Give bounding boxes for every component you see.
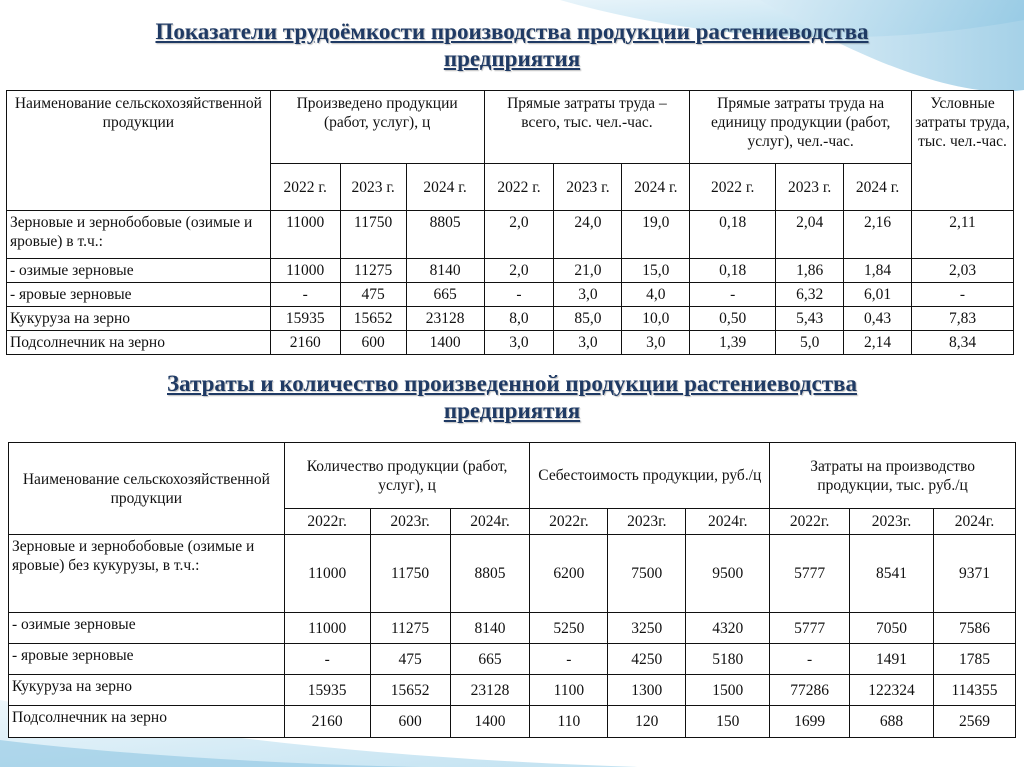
year-header: 2023 г. bbox=[340, 164, 406, 211]
cell: 8,34 bbox=[912, 331, 1014, 355]
header-produced: Произведено продукции (работ, услуг), ц bbox=[270, 91, 484, 164]
cell: 665 bbox=[406, 283, 484, 307]
cell: 15652 bbox=[340, 307, 406, 331]
cell: 8,0 bbox=[484, 307, 554, 331]
year-header: 2023г. bbox=[608, 509, 686, 535]
year-header: 2024г. bbox=[934, 509, 1016, 535]
cell: 11000 bbox=[284, 535, 370, 613]
cell: 6,01 bbox=[844, 283, 912, 307]
cell: 8805 bbox=[406, 211, 484, 259]
cell: 8140 bbox=[406, 259, 484, 283]
cell: 10,0 bbox=[622, 307, 690, 331]
cell: 6200 bbox=[530, 535, 608, 613]
cell: 5180 bbox=[686, 644, 770, 675]
cell: 11000 bbox=[284, 613, 370, 644]
header-product-name: Наименование сельскохозяйственной продукции bbox=[9, 443, 285, 535]
cell: 1100 bbox=[530, 675, 608, 706]
cell: 3,0 bbox=[622, 331, 690, 355]
year-header: 2022г. bbox=[284, 509, 370, 535]
header-direct-labor-unit: Прямые затраты труда на единицу продукции (работ, услуг), чел.-час. bbox=[690, 91, 912, 164]
cell: - bbox=[270, 283, 340, 307]
year-header: 2024г. bbox=[686, 509, 770, 535]
title-line-1: Затраты и количество произведенной продукции растениеводства bbox=[167, 371, 857, 396]
table-row bbox=[7, 259, 1014, 283]
year-header: 2024 г. bbox=[622, 164, 690, 211]
header-product-name: Наименование сельскохозяйственной продукции bbox=[7, 91, 271, 211]
cell: 11750 bbox=[340, 211, 406, 259]
title-line-2: предприятия bbox=[443, 398, 581, 423]
cell: 122324 bbox=[850, 675, 934, 706]
year-header: 2022г. bbox=[770, 509, 850, 535]
year-header: 2023г. bbox=[370, 509, 450, 535]
cell: 2,04 bbox=[776, 211, 844, 259]
header-conditional-labor: Условные затраты труда, тыс. чел.-час. bbox=[912, 91, 1014, 211]
costs-quantity-table bbox=[8, 442, 1016, 738]
cell: 6,32 bbox=[776, 283, 844, 307]
cell: 23128 bbox=[450, 675, 530, 706]
cell: 600 bbox=[340, 331, 406, 355]
row-label: - яровые зерновые bbox=[7, 283, 271, 307]
cell: 23128 bbox=[406, 307, 484, 331]
cell: 15652 bbox=[370, 675, 450, 706]
cell: - bbox=[690, 283, 776, 307]
cell: 7050 bbox=[850, 613, 934, 644]
cell: 5777 bbox=[770, 535, 850, 613]
cell: 1400 bbox=[406, 331, 484, 355]
cell: 8140 bbox=[450, 613, 530, 644]
row-label: Подсолнечник на зерно bbox=[9, 706, 285, 738]
cell: 114355 bbox=[934, 675, 1016, 706]
cell: 3,0 bbox=[554, 283, 622, 307]
cell: 5250 bbox=[530, 613, 608, 644]
cell: 85,0 bbox=[554, 307, 622, 331]
cell: 3250 bbox=[608, 613, 686, 644]
cell: 5,0 bbox=[776, 331, 844, 355]
cell: 5777 bbox=[770, 613, 850, 644]
page-title-labor bbox=[0, 18, 1024, 72]
cell: 7,83 bbox=[912, 307, 1014, 331]
cell: 5,43 bbox=[776, 307, 844, 331]
cell: 0,43 bbox=[844, 307, 912, 331]
cell: 4320 bbox=[686, 613, 770, 644]
cell: 110 bbox=[530, 706, 608, 738]
cell: 19,0 bbox=[622, 211, 690, 259]
cell: - bbox=[484, 283, 554, 307]
year-header: 2022г. bbox=[530, 509, 608, 535]
cell: - bbox=[530, 644, 608, 675]
year-header: 2023 г. bbox=[554, 164, 622, 211]
cell: 2,14 bbox=[844, 331, 912, 355]
table-row bbox=[7, 307, 1014, 331]
cell: 4,0 bbox=[622, 283, 690, 307]
cell: 120 bbox=[608, 706, 686, 738]
cell: 2,0 bbox=[484, 259, 554, 283]
cell: 0,18 bbox=[690, 211, 776, 259]
row-label: Зерновые и зернобобовые (озимые и яровые) в т.ч.: bbox=[7, 211, 271, 259]
cell: 15,0 bbox=[622, 259, 690, 283]
cell: 0,18 bbox=[690, 259, 776, 283]
cell: 475 bbox=[370, 644, 450, 675]
cell: 7586 bbox=[934, 613, 1016, 644]
cell: 1300 bbox=[608, 675, 686, 706]
cell: 15935 bbox=[284, 675, 370, 706]
cell: 665 bbox=[450, 644, 530, 675]
cell: 1491 bbox=[850, 644, 934, 675]
year-header: 2022 г. bbox=[270, 164, 340, 211]
cell: 2,03 bbox=[912, 259, 1014, 283]
cell: 4250 bbox=[608, 644, 686, 675]
header-cost: Себестоимость продукции, руб./ц bbox=[530, 443, 770, 509]
title-line-1: Показатели трудоёмкости производства продукции растениеводства bbox=[155, 19, 869, 44]
cell: 475 bbox=[340, 283, 406, 307]
table-row bbox=[9, 706, 1016, 738]
cell: - bbox=[770, 644, 850, 675]
cell: 1699 bbox=[770, 706, 850, 738]
row-label: Подсолнечник на зерно bbox=[7, 331, 271, 355]
cell: - bbox=[912, 283, 1014, 307]
year-header: 2022 г. bbox=[484, 164, 554, 211]
cell: 1400 bbox=[450, 706, 530, 738]
table-row bbox=[9, 535, 1016, 613]
cell: 2,0 bbox=[484, 211, 554, 259]
cell: 11000 bbox=[270, 211, 340, 259]
year-header: 2024 г. bbox=[406, 164, 484, 211]
cell: 0,50 bbox=[690, 307, 776, 331]
cell: - bbox=[284, 644, 370, 675]
row-label: - озимые зерновые bbox=[7, 259, 271, 283]
cell: 2569 bbox=[934, 706, 1016, 738]
table-row bbox=[7, 211, 1014, 259]
cell: 9371 bbox=[934, 535, 1016, 613]
cell: 11275 bbox=[370, 613, 450, 644]
cell: 1785 bbox=[934, 644, 1016, 675]
year-header: 2024 г. bbox=[844, 164, 912, 211]
cell: 3,0 bbox=[554, 331, 622, 355]
cell: 15935 bbox=[270, 307, 340, 331]
cell: 1,84 bbox=[844, 259, 912, 283]
cell: 150 bbox=[686, 706, 770, 738]
header-expenses: Затраты на производство продукции, тыс. руб./ц bbox=[770, 443, 1016, 509]
cell: 3,0 bbox=[484, 331, 554, 355]
row-label: - яровые зерновые bbox=[9, 644, 285, 675]
year-header: 2022 г. bbox=[690, 164, 776, 211]
table-row bbox=[7, 283, 1014, 307]
cell: 1500 bbox=[686, 675, 770, 706]
cell: 11750 bbox=[370, 535, 450, 613]
row-label: - озимые зерновые bbox=[9, 613, 285, 644]
cell: 1,39 bbox=[690, 331, 776, 355]
cell: 688 bbox=[850, 706, 934, 738]
labor-intensity-table bbox=[6, 90, 1014, 355]
cell: 11000 bbox=[270, 259, 340, 283]
cell: 7500 bbox=[608, 535, 686, 613]
cell: 2160 bbox=[284, 706, 370, 738]
row-label: Кукуруза на зерно bbox=[7, 307, 271, 331]
header-quantity: Количество продукции (работ, услуг), ц bbox=[284, 443, 530, 509]
cell: 2160 bbox=[270, 331, 340, 355]
cell: 8541 bbox=[850, 535, 934, 613]
table-row bbox=[9, 675, 1016, 706]
cell: 8805 bbox=[450, 535, 530, 613]
year-header: 2024г. bbox=[450, 509, 530, 535]
cell: 11275 bbox=[340, 259, 406, 283]
table-row bbox=[7, 331, 1014, 355]
cell: 77286 bbox=[770, 675, 850, 706]
year-header: 2023 г. bbox=[776, 164, 844, 211]
table-row bbox=[9, 613, 1016, 644]
cell: 600 bbox=[370, 706, 450, 738]
title-line-2: предприятия bbox=[443, 46, 581, 71]
cell: 9500 bbox=[686, 535, 770, 613]
cell: 21,0 bbox=[554, 259, 622, 283]
table-row bbox=[9, 644, 1016, 675]
header-direct-labor-total: Прямые затраты труда – всего, тыс. чел.-час. bbox=[484, 91, 690, 164]
page-title-costs bbox=[0, 370, 1024, 424]
cell: 2,11 bbox=[912, 211, 1014, 259]
row-label: Кукуруза на зерно bbox=[9, 675, 285, 706]
row-label: Зерновые и зернобобовые (озимые и яровые) без кукурузы, в т.ч.: bbox=[9, 535, 285, 613]
year-header: 2023г. bbox=[850, 509, 934, 535]
cell: 2,16 bbox=[844, 211, 912, 259]
cell: 1,86 bbox=[776, 259, 844, 283]
cell: 24,0 bbox=[554, 211, 622, 259]
